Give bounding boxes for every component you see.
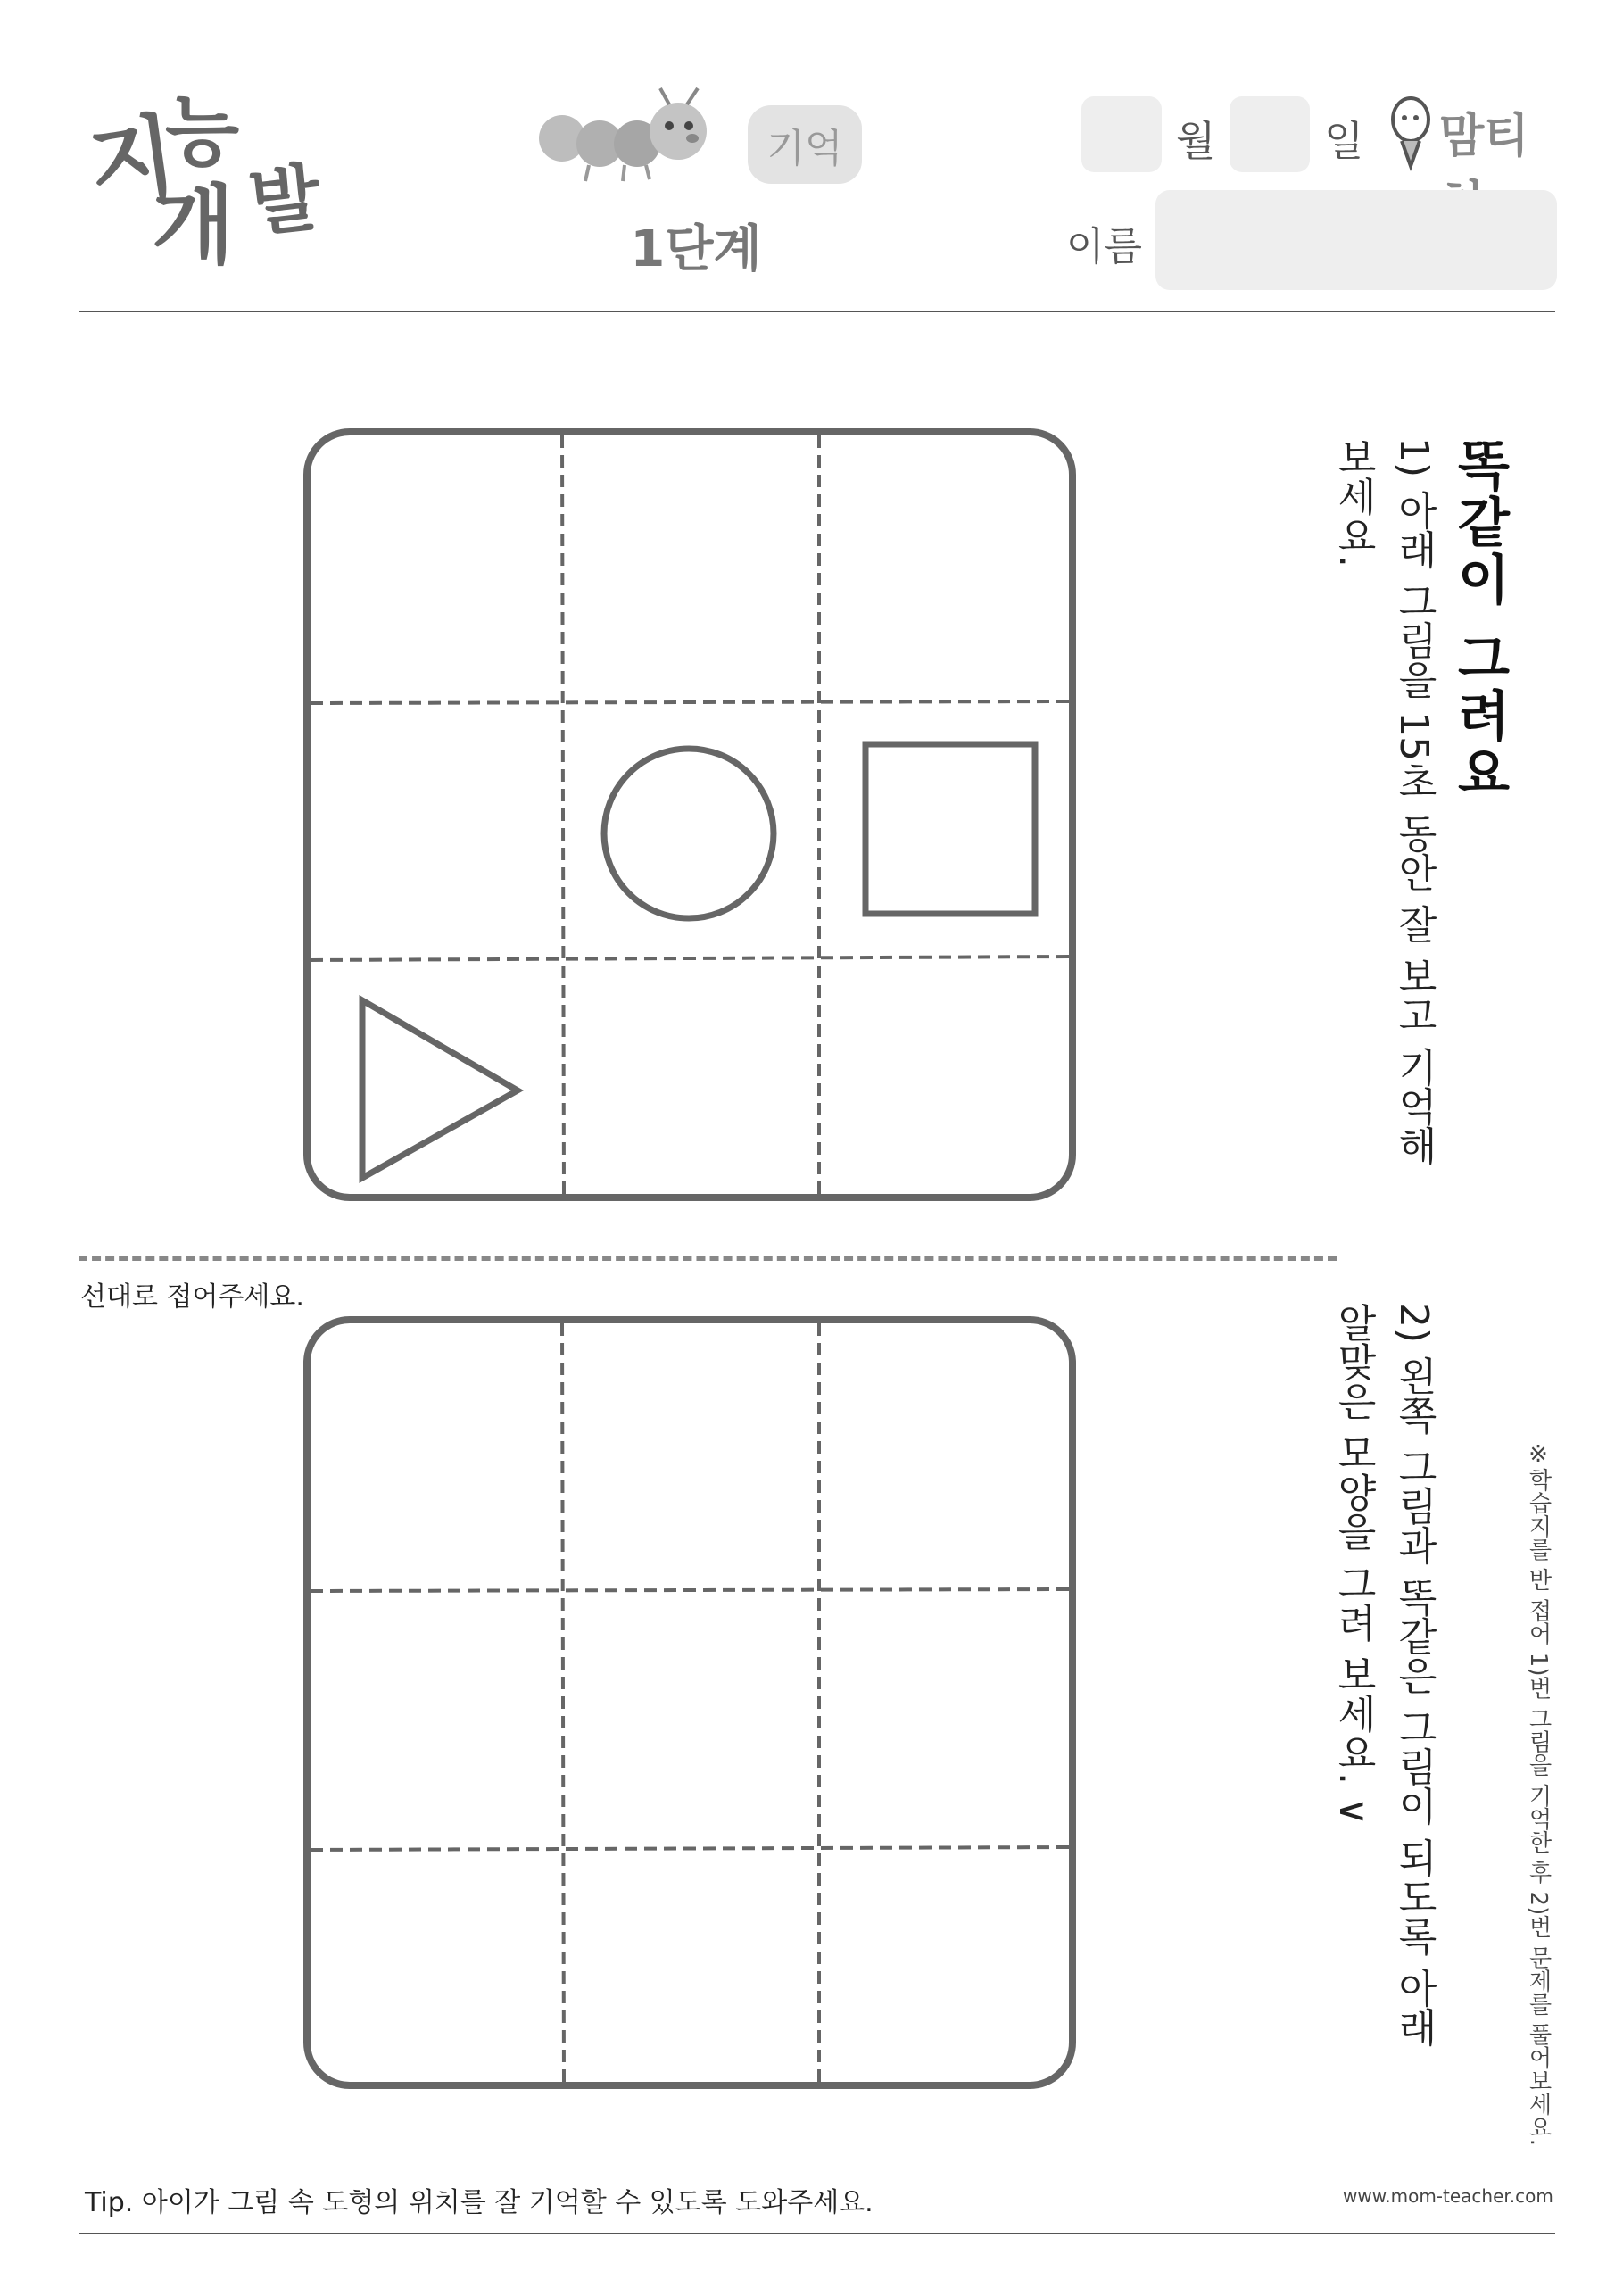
- grid-line: [562, 435, 564, 1194]
- question-2-line2: 알맞은 모양을 그려 보세요. ∨: [1330, 1303, 1376, 1827]
- logo-char: 능: [165, 87, 240, 177]
- brand-mark: [1387, 91, 1566, 171]
- answer-grid[interactable]: [303, 1316, 1080, 2093]
- tip-text: Tip. 아이가 그림 속 도형의 위치를 잘 기억할 수 있도록 도와주세요.: [85, 2187, 874, 2218]
- question-1: [1319, 437, 1444, 1169]
- name-label: 이름: [1066, 224, 1143, 269]
- brand-logo: [82, 87, 357, 286]
- logo-char: 발: [245, 155, 325, 247]
- grid-line: [311, 957, 1069, 960]
- caterpillar-mascot-icon: [535, 85, 767, 192]
- name-field[interactable]: [1155, 190, 1557, 290]
- header-divider: [79, 311, 1555, 312]
- side-note: ※학습지를 반 접어 1)번 그림을 기억한 후 2)번 문제를 풀어보세요.: [1525, 1441, 1552, 2147]
- month-field[interactable]: [1081, 96, 1162, 172]
- triangle-shape: [362, 1000, 518, 1178]
- reference-grid: [303, 428, 1080, 1205]
- brand-name: 맘티: [1439, 110, 1529, 163]
- level-label: 1단계: [630, 220, 762, 278]
- grid-line: [311, 1847, 1069, 1850]
- pencil-character-icon: [1387, 91, 1437, 171]
- day-field[interactable]: [1230, 96, 1310, 172]
- question-2: [1319, 1303, 1444, 2088]
- fold-line: [79, 1256, 1337, 1261]
- fold-label: 선대로 접어주세요.: [80, 1281, 304, 1313]
- question-2-line1: 2) 왼쪽 그림과 똑같은 그림이 되도록 아래: [1391, 1303, 1437, 2047]
- site-url: www.mom-teacher.com: [1343, 2185, 1553, 2207]
- day-label: 일: [1324, 117, 1364, 165]
- category-badge: 기억: [748, 105, 862, 184]
- grid-border: [307, 432, 1072, 1198]
- footer-divider: [79, 2233, 1555, 2234]
- grid-line: [562, 1323, 564, 2082]
- question-1-line1: 1) 아래 그림을 15초 동안 잘 보고 기억해: [1391, 437, 1437, 1165]
- logo-char: 개: [152, 176, 235, 276]
- logo-char: 지: [82, 102, 183, 219]
- grid-line: [311, 1589, 1069, 1591]
- square-shape: [865, 744, 1035, 914]
- worksheet-title: 똑같이 그려요: [1448, 437, 1511, 802]
- grid-line: [311, 701, 1069, 703]
- grid-border: [307, 1320, 1072, 2085]
- circle-shape: [604, 749, 774, 918]
- question-1-line2: 보세요.: [1330, 437, 1376, 568]
- month-label: 월: [1176, 117, 1216, 165]
